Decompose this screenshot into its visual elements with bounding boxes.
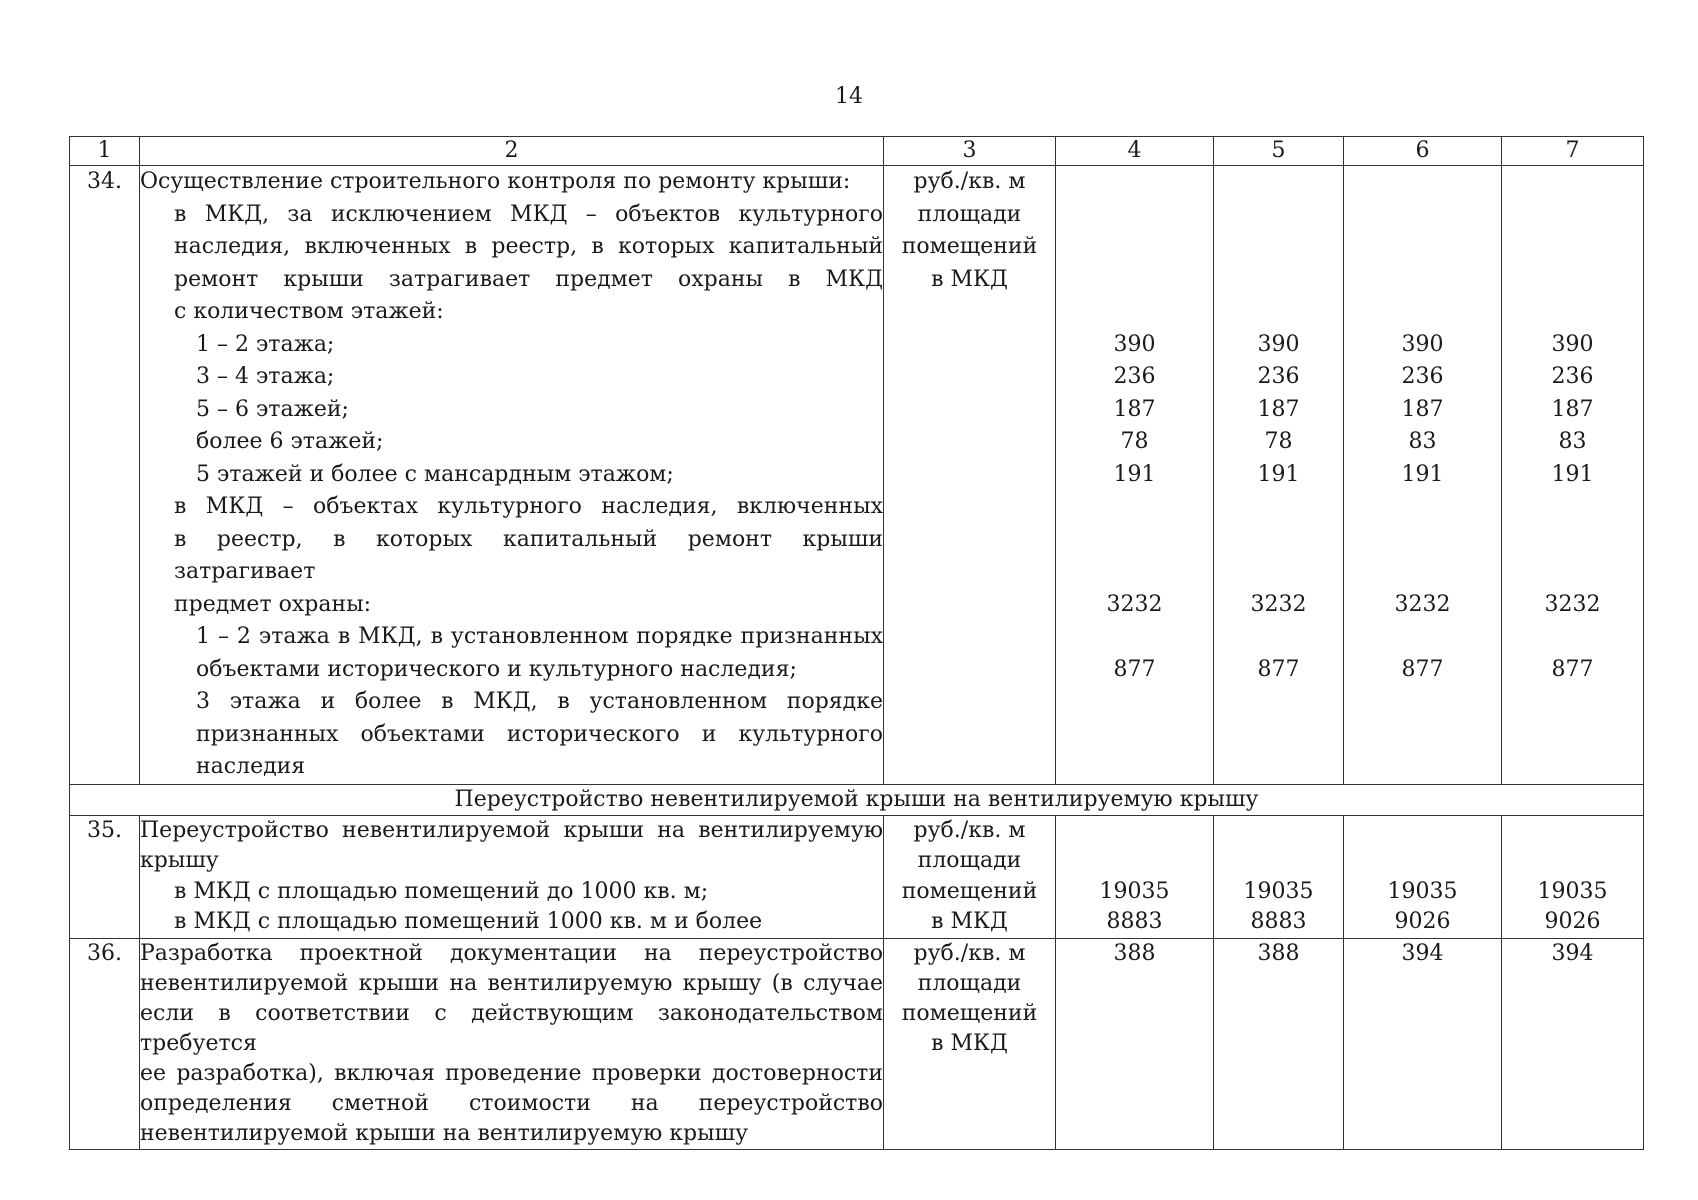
- value: 191: [1551, 461, 1594, 487]
- description-line: ее разработка), включая проведение проверки достоверности: [140, 1060, 883, 1086]
- unit-cell: [884, 815, 1056, 938]
- value-cell-col6: [1344, 815, 1502, 938]
- row-description: [140, 166, 884, 785]
- description-line: определения сметной стоимости на переустройство: [140, 1090, 883, 1116]
- table-row: [70, 938, 1644, 1149]
- value-cell-col6: [1344, 166, 1502, 785]
- column-header: 7: [1502, 137, 1644, 166]
- table-row: [70, 166, 1644, 785]
- value: 9026: [1544, 909, 1601, 934]
- unit-line: руб./кв. м: [913, 169, 1026, 194]
- column-header: 3: [884, 137, 1056, 166]
- row-description: [140, 815, 884, 938]
- value: 8883: [1106, 909, 1163, 934]
- description-line: если в соответствии с действующим законодательством требуется: [140, 1000, 883, 1056]
- value: 877: [1401, 656, 1444, 682]
- description-line: невентилируемой крыши на вентилируемую крышу (в случае: [140, 970, 883, 996]
- list-item: в МКД с площадью помещений 1000 кв. м и более: [174, 909, 763, 934]
- section-title: Переустройство невентилируемой крыши на вентилируемую крышу: [70, 784, 1644, 815]
- row-number: 34.: [70, 166, 140, 785]
- value: 390: [1113, 331, 1156, 357]
- list-item: объектами исторического и культурного наследия;: [196, 656, 797, 682]
- section-row: [70, 784, 1644, 815]
- row-title: Переустройство невентилируемой крыши на вентилируемую: [140, 817, 883, 843]
- value: 191: [1113, 461, 1156, 487]
- value: 83: [1408, 429, 1437, 454]
- unit-line: руб./кв. м: [913, 817, 1026, 843]
- value: 9026: [1394, 909, 1451, 934]
- description-line: в МКД – объектах культурного наследия, включенных: [174, 494, 883, 519]
- list-item: 5 этажей и более с мансардным этажом;: [196, 461, 674, 487]
- value: 388: [1113, 940, 1156, 966]
- value: 877: [1257, 656, 1300, 682]
- row-number: 35.: [70, 815, 140, 938]
- value: 236: [1113, 364, 1156, 389]
- description-line: предмет охраны:: [174, 591, 372, 617]
- value: 19035: [1537, 878, 1608, 904]
- list-item: 3 – 4 этажа;: [196, 364, 335, 389]
- value: 390: [1551, 331, 1594, 357]
- list-item: 1 – 2 этажа в МКД, в установленном порядке признанных: [196, 624, 883, 649]
- column-header: 2: [140, 137, 884, 166]
- value: 187: [1113, 396, 1156, 422]
- value-cell-col4: [1056, 166, 1214, 785]
- value: 191: [1257, 461, 1300, 487]
- list-item: 5 – 6 этажей;: [196, 396, 349, 422]
- value: 187: [1551, 396, 1594, 422]
- list-item: 3 этажа и более в МКД, в установленном порядке: [196, 689, 883, 714]
- description-line: в МКД, за исключением МКД – объектов культурного: [174, 201, 883, 227]
- value: 877: [1551, 656, 1594, 682]
- value-cell-col7: [1502, 815, 1644, 938]
- value: 236: [1551, 364, 1594, 389]
- rates-table: [69, 136, 1644, 1150]
- value: 390: [1401, 331, 1444, 357]
- description-line: Разработка проектной документации на переустройство: [140, 940, 883, 966]
- value: 390: [1257, 331, 1300, 357]
- unit-line: в МКД: [931, 909, 1008, 934]
- list-item: более 6 этажей;: [196, 429, 384, 454]
- column-header: 6: [1344, 137, 1502, 166]
- table-header-row: [70, 137, 1644, 166]
- unit-line: площади: [917, 848, 1022, 873]
- value: 19035: [1387, 878, 1458, 904]
- value: 236: [1257, 364, 1300, 389]
- unit-line: площади: [917, 970, 1022, 996]
- description-line: наследия, включенных в реестр, в которых капитальный: [174, 234, 883, 259]
- value: 388: [1257, 940, 1300, 966]
- value: 83: [1558, 429, 1587, 454]
- value: 19035: [1243, 878, 1314, 904]
- value: 3232: [1106, 591, 1163, 617]
- unit-line: в МКД: [931, 266, 1008, 292]
- value: 877: [1113, 656, 1156, 682]
- list-item: в МКД с площадью помещений до 1000 кв. м;: [174, 878, 709, 904]
- value: 394: [1401, 940, 1444, 966]
- column-header: 1: [70, 137, 140, 166]
- value-cell-col4: [1056, 938, 1214, 1149]
- row-title: Осуществление строительного контроля по ремонту крыши:: [140, 169, 851, 194]
- row-description: [140, 938, 884, 1149]
- value: 3232: [1250, 591, 1307, 617]
- value: 3232: [1394, 591, 1451, 617]
- description-line: невентилируемой крыши на вентилируемую крышу: [140, 1120, 749, 1146]
- value-cell-col7: [1502, 938, 1644, 1149]
- unit-line: помещений: [901, 878, 1038, 904]
- value-cell-col4: [1056, 815, 1214, 938]
- column-header: 5: [1214, 137, 1344, 166]
- value: 78: [1264, 429, 1293, 454]
- value: 3232: [1544, 591, 1601, 617]
- value-cell-col5: [1214, 815, 1344, 938]
- page-number: 14: [835, 84, 863, 109]
- value: 236: [1401, 364, 1444, 389]
- unit-cell: [884, 166, 1056, 785]
- value-cell-col6: [1344, 938, 1502, 1149]
- table-row: [70, 815, 1644, 938]
- value: 19035: [1099, 878, 1170, 904]
- value: 8883: [1250, 909, 1307, 934]
- list-item: признанных объектами исторического и культурного: [196, 721, 883, 747]
- description-line: в реестр, в которых капитальный ремонт крыши затрагивает: [174, 526, 883, 584]
- unit-line: в МКД: [931, 1030, 1008, 1056]
- column-header: 4: [1056, 137, 1214, 166]
- unit-cell: [884, 938, 1056, 1149]
- unit-line: помещений: [901, 1000, 1038, 1026]
- description-line: с количеством этажей:: [174, 299, 444, 324]
- value-cell-col5: [1214, 938, 1344, 1149]
- list-item: наследия: [196, 754, 306, 779]
- unit-line: руб./кв. м: [913, 940, 1026, 966]
- value: 394: [1551, 940, 1594, 966]
- value-cell-col7: [1502, 166, 1644, 785]
- row-number: 36.: [70, 938, 140, 1149]
- description-line: ремонт крыши затрагивает предмет охраны в МКД: [174, 266, 883, 292]
- list-item: 1 – 2 этажа;: [196, 331, 335, 357]
- unit-line: площади: [917, 201, 1022, 227]
- row-title: крышу: [140, 848, 219, 873]
- value: 191: [1401, 461, 1444, 487]
- value: 187: [1257, 396, 1300, 422]
- value: 78: [1120, 429, 1149, 454]
- value-cell-col5: [1214, 166, 1344, 785]
- unit-line: помещений: [901, 234, 1038, 259]
- value: 187: [1401, 396, 1444, 422]
